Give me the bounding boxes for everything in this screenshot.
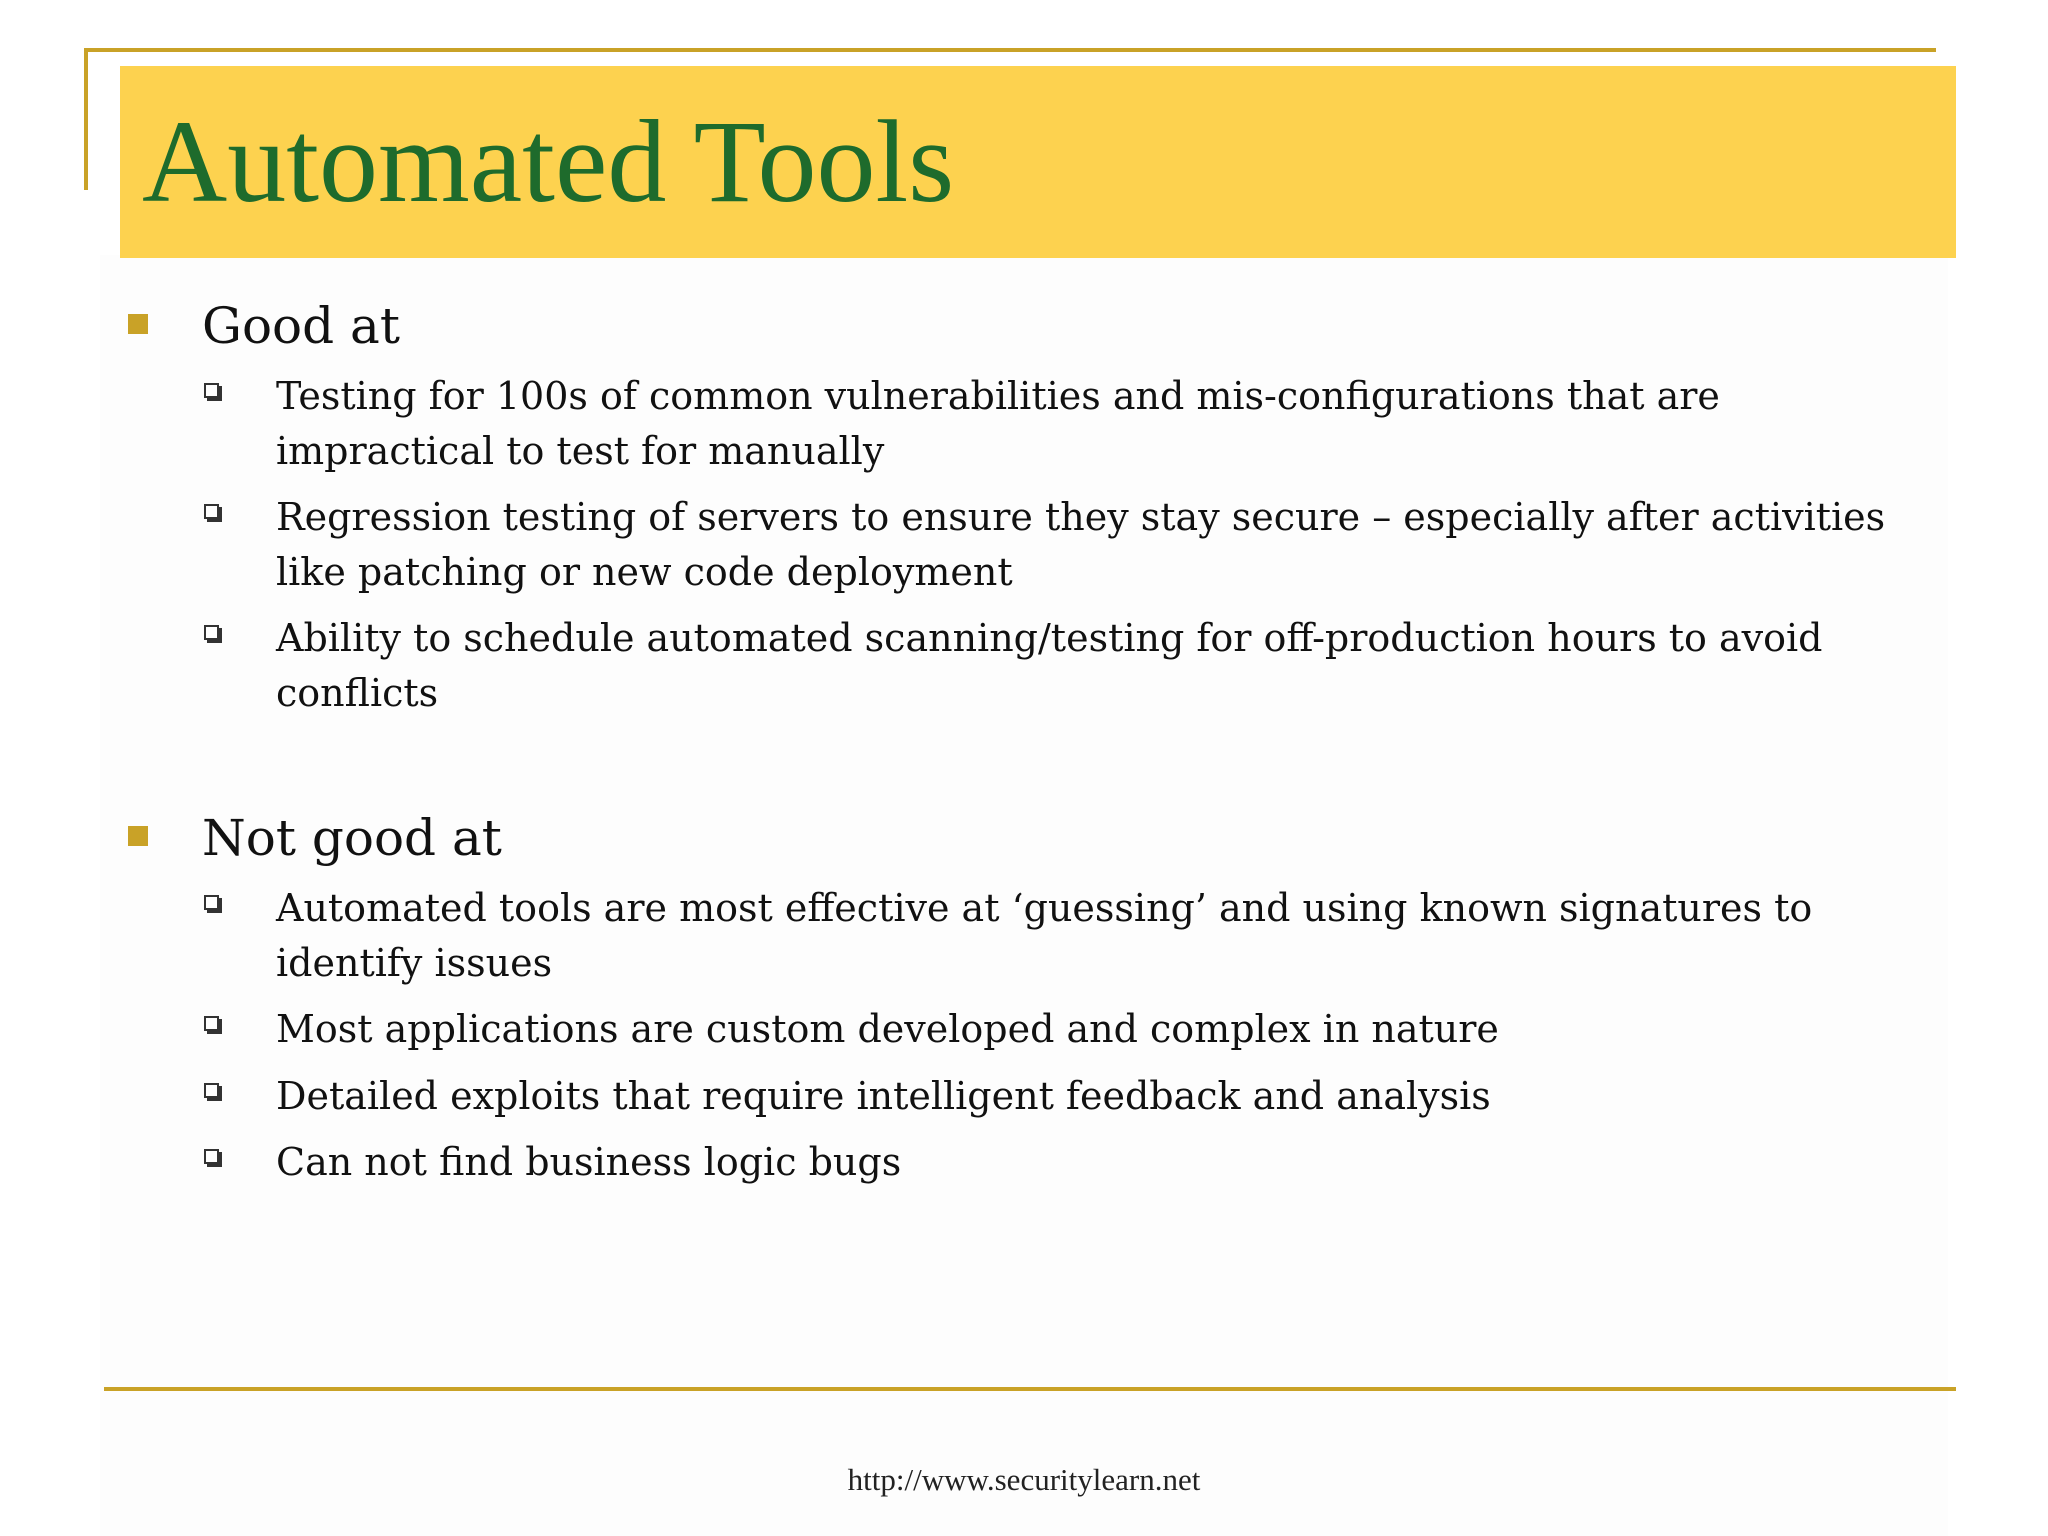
list-item: Automated tools are most effective at ‘guessing’ and using known signatures to identify issues [204, 881, 1884, 991]
list-item: Testing for 100s of common vulnerabilities and mis-configurations that are impractical to test for manually [204, 369, 1884, 479]
footer-url: http://www.securitylearn.net [847, 1462, 1201, 1497]
hollow-square-bullet-icon [204, 625, 219, 640]
hollow-square-bullet-icon [204, 1149, 219, 1164]
list-item: Can not find business logic bugs [204, 1135, 1884, 1190]
square-bullet-icon [128, 314, 148, 334]
list-item: Most applications are custom developed and complex in nature [204, 1002, 1884, 1057]
hollow-square-bullet-icon [204, 895, 219, 910]
hollow-square-bullet-icon [204, 504, 219, 519]
hollow-square-bullet-icon [204, 383, 219, 398]
slide-title: Automated Tools [142, 96, 955, 227]
slide-content: Good at Testing for 100s of common vulnerabilities and mis-configurations that are impractical to test for manually Regression testing of servers to ensure they stay secure – especially after activities like patching or new code deployment Ability to schedule automated scanning/testing for off-production hours to avoid conflicts Not good at Automated tools are most effective at ‘guessing’ and using known signatures to identify issues Most applications are custom developed and complex in nature Detailed exploits that require intelligent feedback and analysis Can not find business logic bugs [0, 0, 2048, 1536]
square-bullet-icon [128, 826, 148, 846]
list-item: Detailed exploits that require intelligent feedback and analysis [204, 1069, 1884, 1124]
list-item: Ability to schedule automated scanning/testing for off-production hours to avoid conflicts [204, 611, 1884, 721]
footer-divider [104, 1387, 1956, 1391]
hollow-square-bullet-icon [204, 1016, 219, 1031]
hollow-square-bullet-icon [204, 1083, 219, 1098]
list-item: Regression testing of servers to ensure they stay secure – especially after activities like patching or new code deployment [204, 490, 1884, 600]
